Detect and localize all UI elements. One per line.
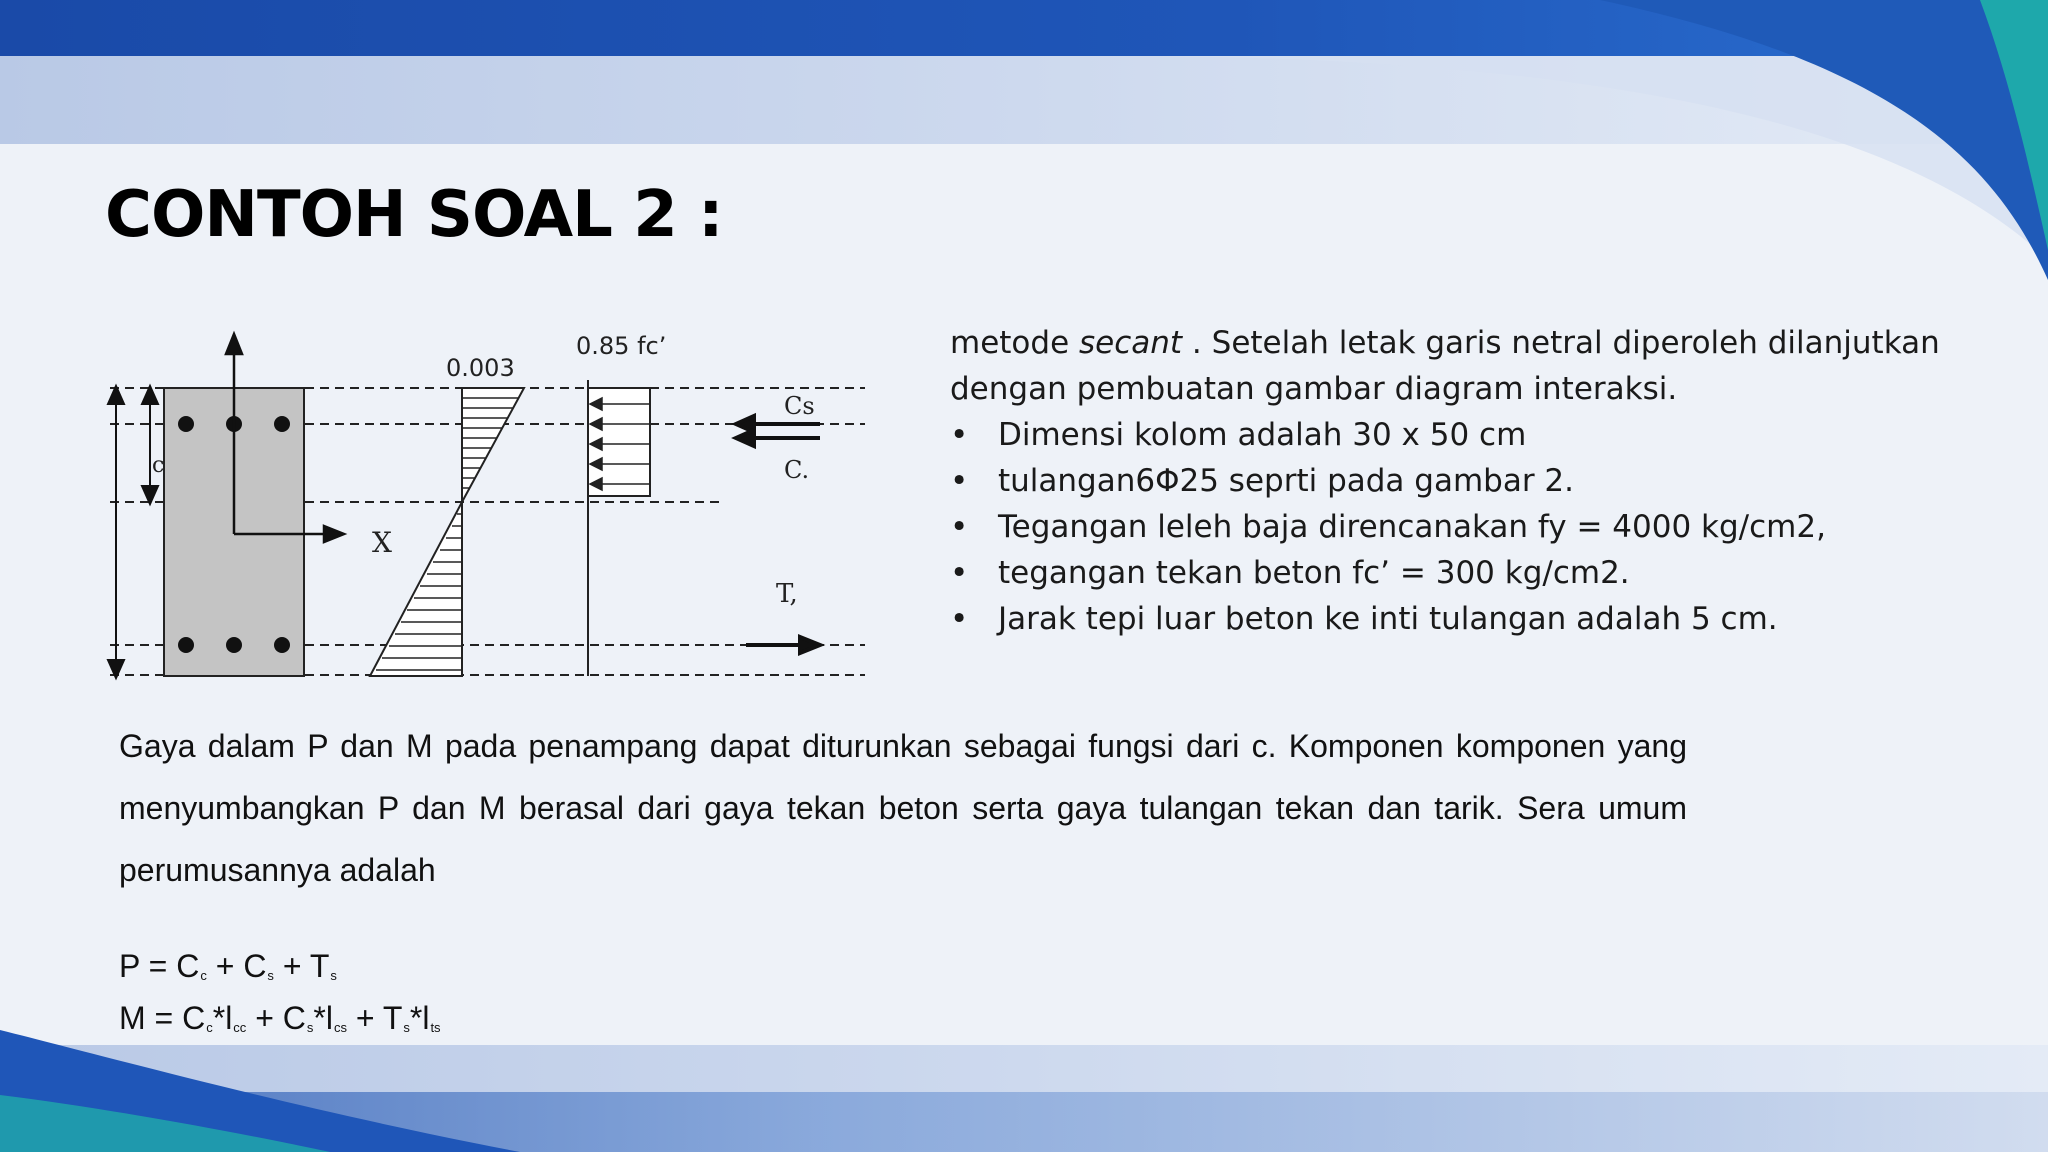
c-label: c: [152, 453, 165, 478]
term-ts: T: [309, 948, 330, 984]
list-item: • Dimensi kolom adalah 30 x 50 cm: [950, 412, 1970, 458]
problem-description: [950, 320, 1970, 642]
term-cc: C: [176, 948, 200, 984]
subscript: ts: [430, 1020, 441, 1035]
operator: +: [206, 948, 244, 984]
formula-m-lhs: M =: [119, 1000, 183, 1036]
list-item: • tegangan tekan beton fc’ = 300 kg/cm2.: [950, 550, 1970, 596]
given-data-list: [950, 412, 1970, 642]
intro-line-1: [950, 320, 1970, 366]
formula-p-lhs: P =: [119, 948, 177, 984]
subscript: cc: [233, 1020, 247, 1035]
column-section-diagram: [100, 320, 890, 690]
subscript: c: [206, 1020, 213, 1035]
subscript: s: [330, 968, 337, 983]
lever-arm: *l: [313, 1000, 333, 1036]
formula-p: [119, 948, 337, 985]
cc-label: C.: [784, 456, 810, 484]
intro-line-2: dengan pembuatan gambar diagram interaksi.: [950, 371, 1678, 407]
subscript: s: [403, 1020, 410, 1035]
operator: +: [346, 1000, 383, 1036]
intro-emphasis: secant: [1079, 325, 1183, 361]
slide-title: CONTOH SOAL 2 :: [105, 178, 723, 252]
dimension-arrows: [108, 386, 158, 678]
cs-label: Cs: [784, 392, 815, 420]
term-cc: C: [182, 1000, 206, 1036]
formula-m: [119, 1000, 441, 1037]
strain-label: 0.003: [446, 354, 515, 382]
ts-label: T,: [776, 579, 798, 609]
subscript: c: [200, 968, 207, 983]
list-item: • Jarak tepi luar beton ke inti tulangan adalah 5 cm.: [950, 596, 1970, 642]
strain-diagram: [370, 388, 524, 676]
stress-label: 0.85 fc’: [576, 332, 667, 360]
operator: +: [273, 948, 310, 984]
intro-pre: metode: [950, 325, 1079, 361]
explanation-paragraph: Gaya dalam P dan M pada penampang dapat diturunkan sebagai fungsi dari c. Komponen komponen yang menyumbangkan P dan M berasal dari gaya tekan beton serta gaya tulangan tekan dan tarik. Sera umum perumusannya adalah: [119, 728, 1687, 888]
list-item: • tulangan6Φ25 seprti pada gambar 2.: [950, 458, 1970, 504]
intro-post: . Setelah letak garis netral diperoleh dilanjutkan: [1182, 325, 1940, 361]
subscript: s: [267, 968, 274, 983]
axis-x-label: X: [372, 526, 392, 559]
term-ts: T: [382, 1000, 403, 1036]
subscript: s: [306, 1020, 314, 1035]
term-cs: C: [282, 1000, 306, 1036]
force-arrows: [736, 416, 820, 653]
lever-arm: *l: [212, 1000, 233, 1036]
subscript: cs: [333, 1020, 347, 1035]
operator: +: [246, 1000, 283, 1036]
lever-arm: *l: [409, 1000, 430, 1036]
term-cs: C: [243, 948, 267, 984]
stress-block: [588, 380, 650, 676]
list-item: • Tegangan leleh baja direncanakan fy = 4000 kg/cm2,: [950, 504, 1970, 550]
